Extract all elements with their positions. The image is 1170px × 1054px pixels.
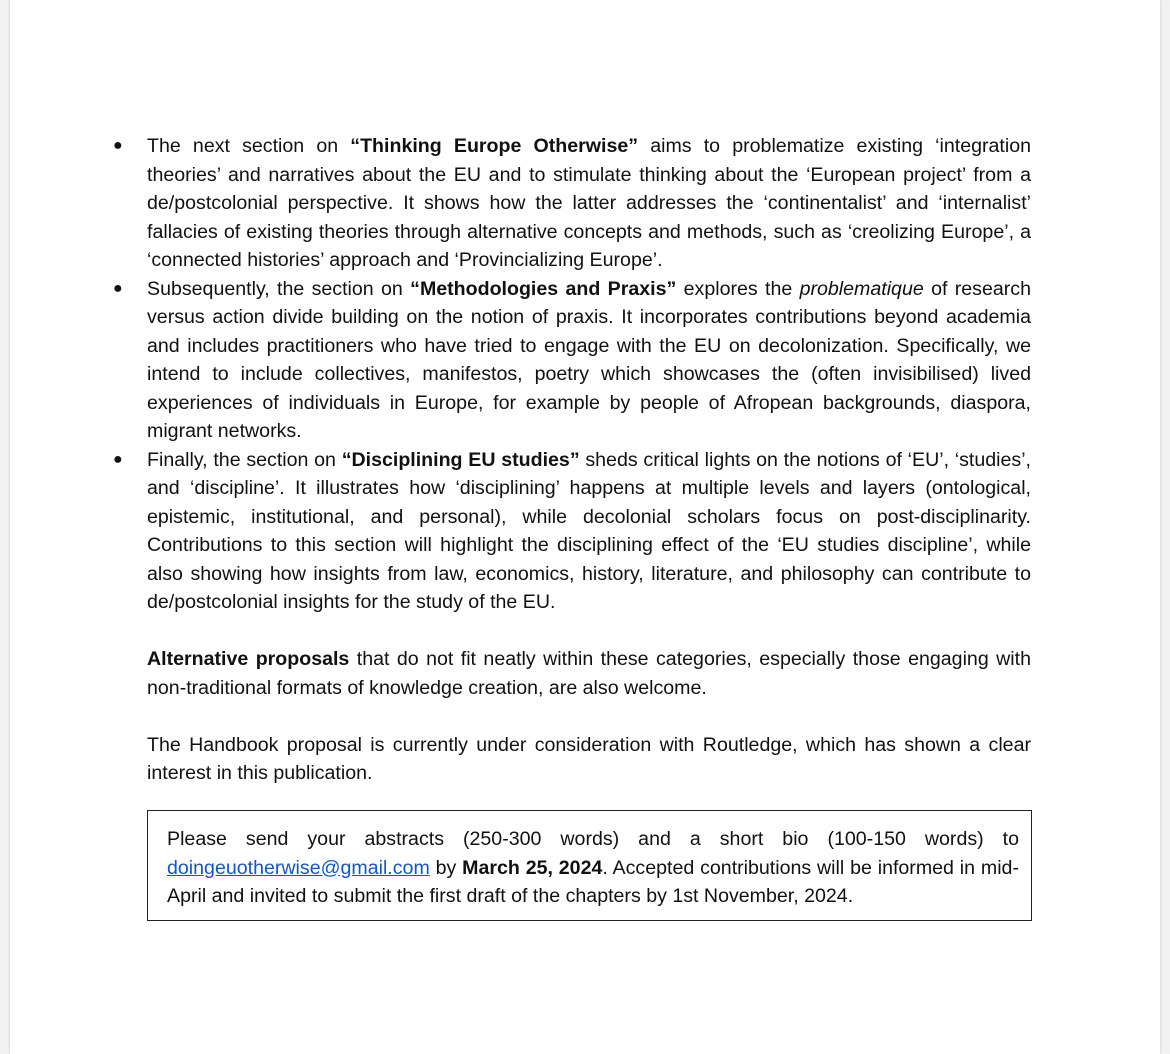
- section-list: [113, 132, 1032, 617]
- bullet-icon: ●: [113, 137, 123, 154]
- section-text-intro: Finally, the section on: [147, 448, 342, 471]
- section-title: “Disciplining EU studies”: [341, 448, 580, 471]
- callout-text-intro: Please send your abstracts (250-300 words) and a short bio (100-150 words) to: [167, 828, 1019, 850]
- section-title: “Methodologies and Praxis”: [410, 277, 677, 300]
- callout-text-rest: . Accepted contributions will be informed in mid-April and invited to submit the first draft of the chapters by 1st November, 2024.: [167, 856, 1019, 907]
- alternative-proposals-text: that do not fit neatly within these categories, especially those engaging with non-traditional formats of knowledge creation, are also welcome.: [147, 648, 1031, 699]
- bullet-icon: ●: [113, 450, 123, 468]
- section-text: aims to problematize existing ‘integration theories’ and narratives about the EU and to stimulate thinking about the ‘European project’ from a de/postcolonial perspective. It shows how the latter addresses the ‘continentalist’ and ‘internalist’ fallacies of existing theories through alternative concepts and methods, such as ‘creolizing Europe’, a ‘connected histories’ approach and ‘Provincializing Europe’.: [147, 135, 1032, 271]
- section-text-intro: The next section on: [147, 135, 351, 157]
- section-text: sheds critical lights on the notions of ‘EU’, ‘studies’, and ‘discipline’. It illustrates how ‘disciplining’ happens at multiple levels and layers (ontological, epistemic, institutional, and personal), while decolonial scholars focus on post-disciplinarity. Contributions to this section will highlight the disciplining effect of the ‘EU studies discipline’, while also showing how insights from law, economics, history, literature, and philosophy can contribute to de/postcolonial insights for the study of the EU.: [147, 448, 1031, 613]
- section-text-intro: Subsequently, the section on: [147, 277, 411, 300]
- document-page: [10, 0, 1160, 1054]
- list-item-methodologies-and-praxis: [113, 275, 1031, 446]
- bullet-icon: ●: [113, 279, 123, 297]
- section-text: of research versus action divide building on the notion of praxis. It incorporates contributions beyond academia and includes practitioners who have tried to engage with the EU on decolonization. Specifically, we intend to include collectives, manifestos, poetry which showcases the (often invisibilised) lived experiences of individuals in Europe, for example by people of Afropean backgrounds, diaspora, migrant networks.: [147, 277, 1031, 442]
- section-text-mid: explores the: [676, 277, 800, 300]
- email-link[interactable]: doingeuotherwise@gmail.com: [167, 856, 430, 879]
- callout-text-by: by: [429, 856, 463, 879]
- alternative-proposals-title: Alternative proposals: [147, 648, 350, 670]
- list-item-thinking-europe-otherwise: [113, 132, 1032, 275]
- italic-term: problematique: [799, 277, 924, 300]
- submission-callout-box: [147, 810, 1032, 921]
- alternative-proposals-paragraph: [147, 645, 1031, 702]
- deadline-date: March 25, 2024: [462, 856, 603, 879]
- document-body: [113, 132, 1032, 788]
- section-title: “Thinking Europe Otherwise”: [350, 135, 639, 157]
- list-item-disciplining-eu-studies: [113, 446, 1031, 617]
- handbook-paragraph: The Handbook proposal is currently under consideration with Routledge, which has shown a clear interest in this publication.: [147, 733, 1031, 784]
